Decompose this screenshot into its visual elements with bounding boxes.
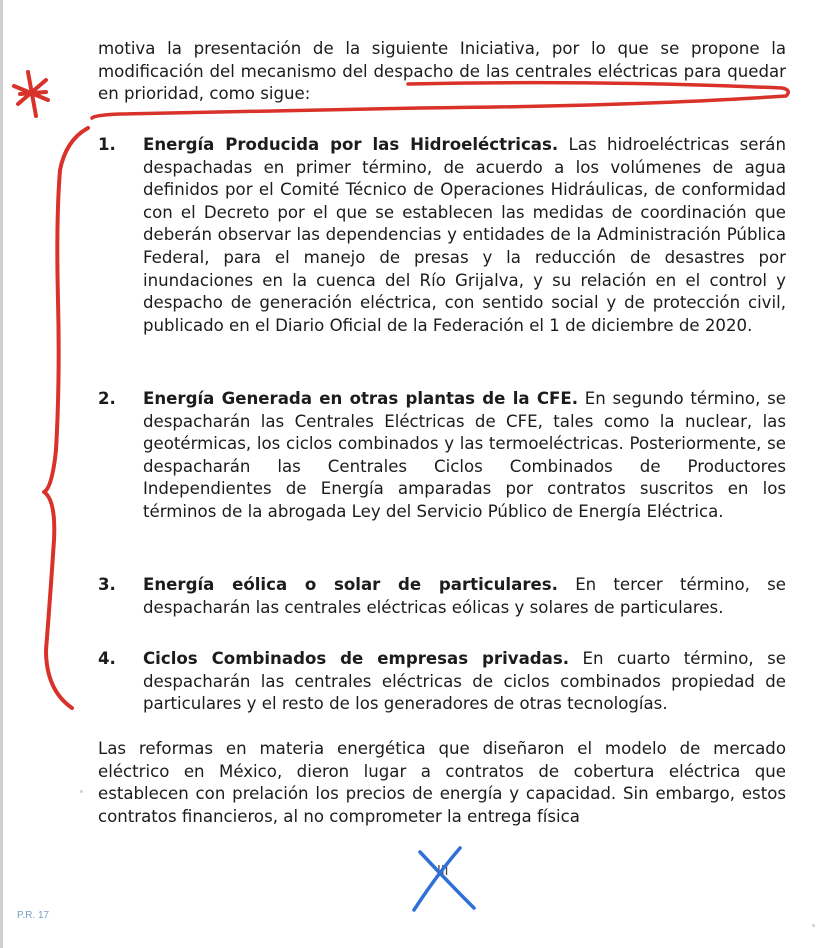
item-text: En segundo término, se despacharán las Centrales Eléctricas de CFE, tales como la nuclear, las geotérmicas, los ciclos combinados y las termoeléctricas. Posteriormente, se despacharán las Centrales Ciclos Combinados de Productores Independientes de Energía amparadas por contratos suscritos en los términos de la abrogada Ley del Servicio Público de Energía Eléctrica. [143, 389, 786, 521]
bracket-mark [44, 128, 88, 708]
cross-mark-icon [414, 848, 474, 910]
list-item [98, 388, 786, 524]
item-heading: Energía Generada en otras plantas de la CFE. [143, 389, 578, 408]
list-item [98, 574, 786, 619]
item-number: 3. [98, 575, 116, 594]
scan-speck [80, 790, 83, 793]
item-number: 1. [98, 135, 116, 154]
list-item [98, 648, 786, 716]
list-item [98, 134, 786, 337]
item-body [143, 134, 786, 337]
closing-paragraph: Las reformas en materia energética que diseñaron el modelo de mercado eléctrico en México, dieron lugar a contratos de cobertura eléctrica que establecen con prelación los precios de energía y capacidad. Sin embargo, estos contratos financieros, al no comprometer la entrega física [98, 739, 786, 826]
page-number: III [437, 864, 449, 879]
item-body [143, 388, 786, 524]
item-heading: Ciclos Combinados de empresas privadas. [143, 649, 570, 668]
item-heading: Energía eólica o solar de particulares. [143, 575, 558, 594]
item-body [143, 574, 786, 619]
page-edge [0, 0, 3, 948]
item-heading: Energía Producida por las Hidroeléctricas. [143, 135, 559, 154]
item-number: 2. [98, 389, 116, 408]
asterisk-icon [14, 72, 48, 116]
item-text: En cuarto término, se despacharán las centrales eléctricas de ciclos combinados propiedad de particulares y el resto de los generadores de otras tecnologías. [143, 649, 787, 714]
footer-code: P.R. 17 [17, 910, 50, 921]
item-text: En tercer término, se despacharán las centrales eléctricas eólicas y solares de particulares. [143, 575, 786, 617]
intro-paragraph: motiva la presentación de la siguiente Iniciativa, por lo que se propone la modificación del mecanismo del despacho de las centrales eléctricas para quedar en prioridad, como sigue: [98, 39, 786, 104]
scan-speck [812, 924, 815, 927]
item-text: Las hidroeléctricas serán despachadas en primer término, de acuerdo a los volúmenes de agua definidos por el Comité Técnico de Operaciones Hidráulicas, de conformidad con el Decreto por el que se establecen las medidas de coordinación que deberán observar las dependencias y entidades de la Administración Pública Federal, para el manejo de presas y la reducción de desastres por inundaciones en la cuenca del Río Grijalva, y su relación en el control y despacho de generación eléctrica, con sentido social y de protección civil, publicado en el Diario Oficial de la Federación el 1 de diciembre de 2020. [143, 135, 786, 335]
item-number: 4. [98, 649, 116, 668]
item-body [143, 648, 786, 716]
